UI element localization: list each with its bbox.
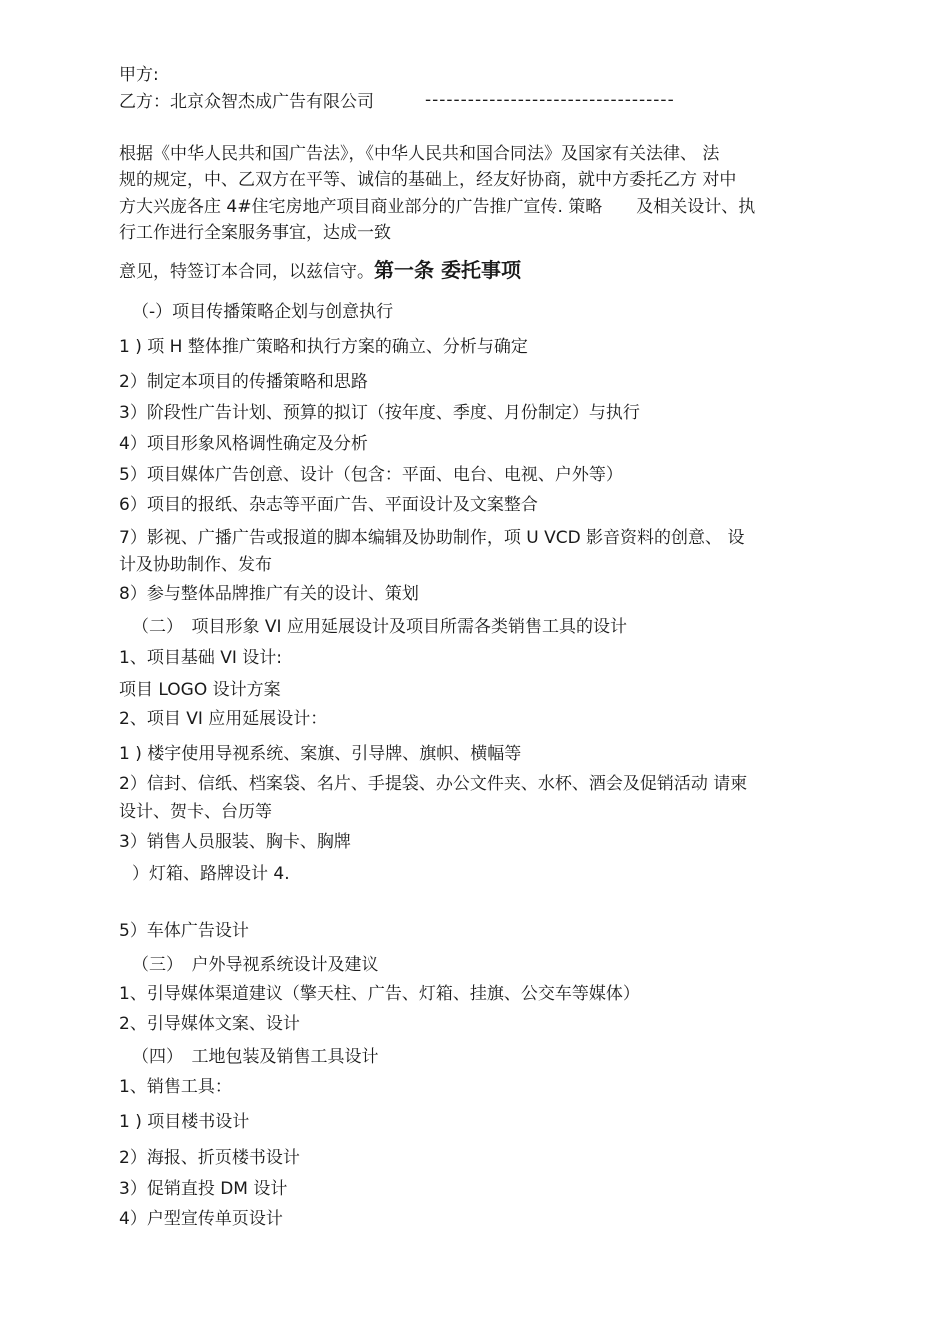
list-item: 2）海报、折页楼书设计 (119, 1148, 300, 1168)
list-item: 2、引导媒体文案、设计 (119, 1014, 300, 1034)
list-item: 1 ) 项 H 整体推广策略和执行方案的确立、分析与确定 (119, 337, 528, 357)
list-item: 1、销售工具： (119, 1077, 232, 1097)
list-item: 4）项目形象风格调性确定及分析 (119, 434, 368, 454)
list-item: 8）参与整体品牌推广有关的设计、策划 (119, 584, 419, 604)
list-item: 2、项目 VI 应用延展设计： (119, 709, 328, 729)
section-4-title: （四） 工地包装及销售工具设计 (132, 1047, 379, 1067)
list-item: 5）项目媒体广告创意、设计（包含：平面、电台、电视、户外等） (119, 465, 623, 485)
intro-line-4: 行工作进行全案服务事宜，达成一致 (119, 223, 391, 243)
party-b-line: 乙方：北京众智杰成广告有限公司 (119, 92, 374, 112)
intro-line-5 (119, 258, 521, 284)
list-item: 3）阶段性广告计划、预算的拟订（按年度、季度、月份制定）与执行 (119, 403, 640, 423)
intro-text-5: 意见，特签订本合同，以兹信守。 (119, 262, 374, 282)
list-item: ）灯箱、路牌设计 4. (132, 864, 290, 884)
section-3-title: （三） 户外导视系统设计及建议 (132, 955, 379, 975)
intro-line-2: 规的规定，中、乙双方在平等、诚信的基础上，经友好协商，就中方委托乙方 对中 (119, 170, 737, 190)
section-2-title: （二） 项目形象 VI 应用延展设计及项目所需各类销售工具的设计 (132, 617, 627, 637)
signature-dash-line: ----------------------------------- (425, 90, 675, 110)
article-1-title: 第一条 委托事项 (374, 258, 521, 282)
list-item: 项目 LOGO 设计方案 (119, 680, 281, 700)
list-item: 6）项目的报纸、杂志等平面广告、平面设计及文案整合 (119, 495, 538, 515)
intro-line-3: 方大兴庞各庄 4#住宅房地产项目商业部分的广告推广宣传. 策略 及相关设计、执 (119, 197, 756, 217)
list-item: 设计、贺卡、台历等 (119, 802, 272, 822)
party-a-line: 甲方: (119, 65, 159, 85)
list-item: 计及协助制作、发布 (119, 555, 272, 575)
list-item: 2）制定本项目的传播策略和思路 (119, 372, 368, 392)
list-item: 1、项目基础 VI 设计: (119, 648, 282, 668)
list-item: 1 ) 楼宇使用导视系统、案旗、引导牌、旗帜、横幅等 (119, 744, 522, 764)
list-item: 2）信封、信纸、档案袋、名片、手提袋、办公文件夹、水杯、酒会及促销活动 请柬 (119, 774, 748, 794)
section-1-title: （-）项目传播策略企划与创意执行 (132, 302, 394, 322)
list-item: 3）销售人员服装、胸卡、胸牌 (119, 832, 351, 852)
list-item: 5）车体广告设计 (119, 921, 249, 941)
intro-line-1: 根据《中华人民共和国广告法》，《中华人民共和国合同法》及国家有关法律、 法 (119, 144, 720, 164)
list-item: 4）户型宣传单页设计 (119, 1209, 283, 1229)
list-item: 7）影视、广播广告或报道的脚本编辑及协助制作，项 U VCD 影音资料的创意、 设 (119, 528, 745, 548)
list-item: 1、引导媒体渠道建议（擎天柱、广告、灯箱、挂旗、公交车等媒体） (119, 984, 640, 1004)
list-item: 1 ) 项目楼书设计 (119, 1112, 250, 1132)
list-item: 3）促销直投 DM 设计 (119, 1179, 288, 1199)
